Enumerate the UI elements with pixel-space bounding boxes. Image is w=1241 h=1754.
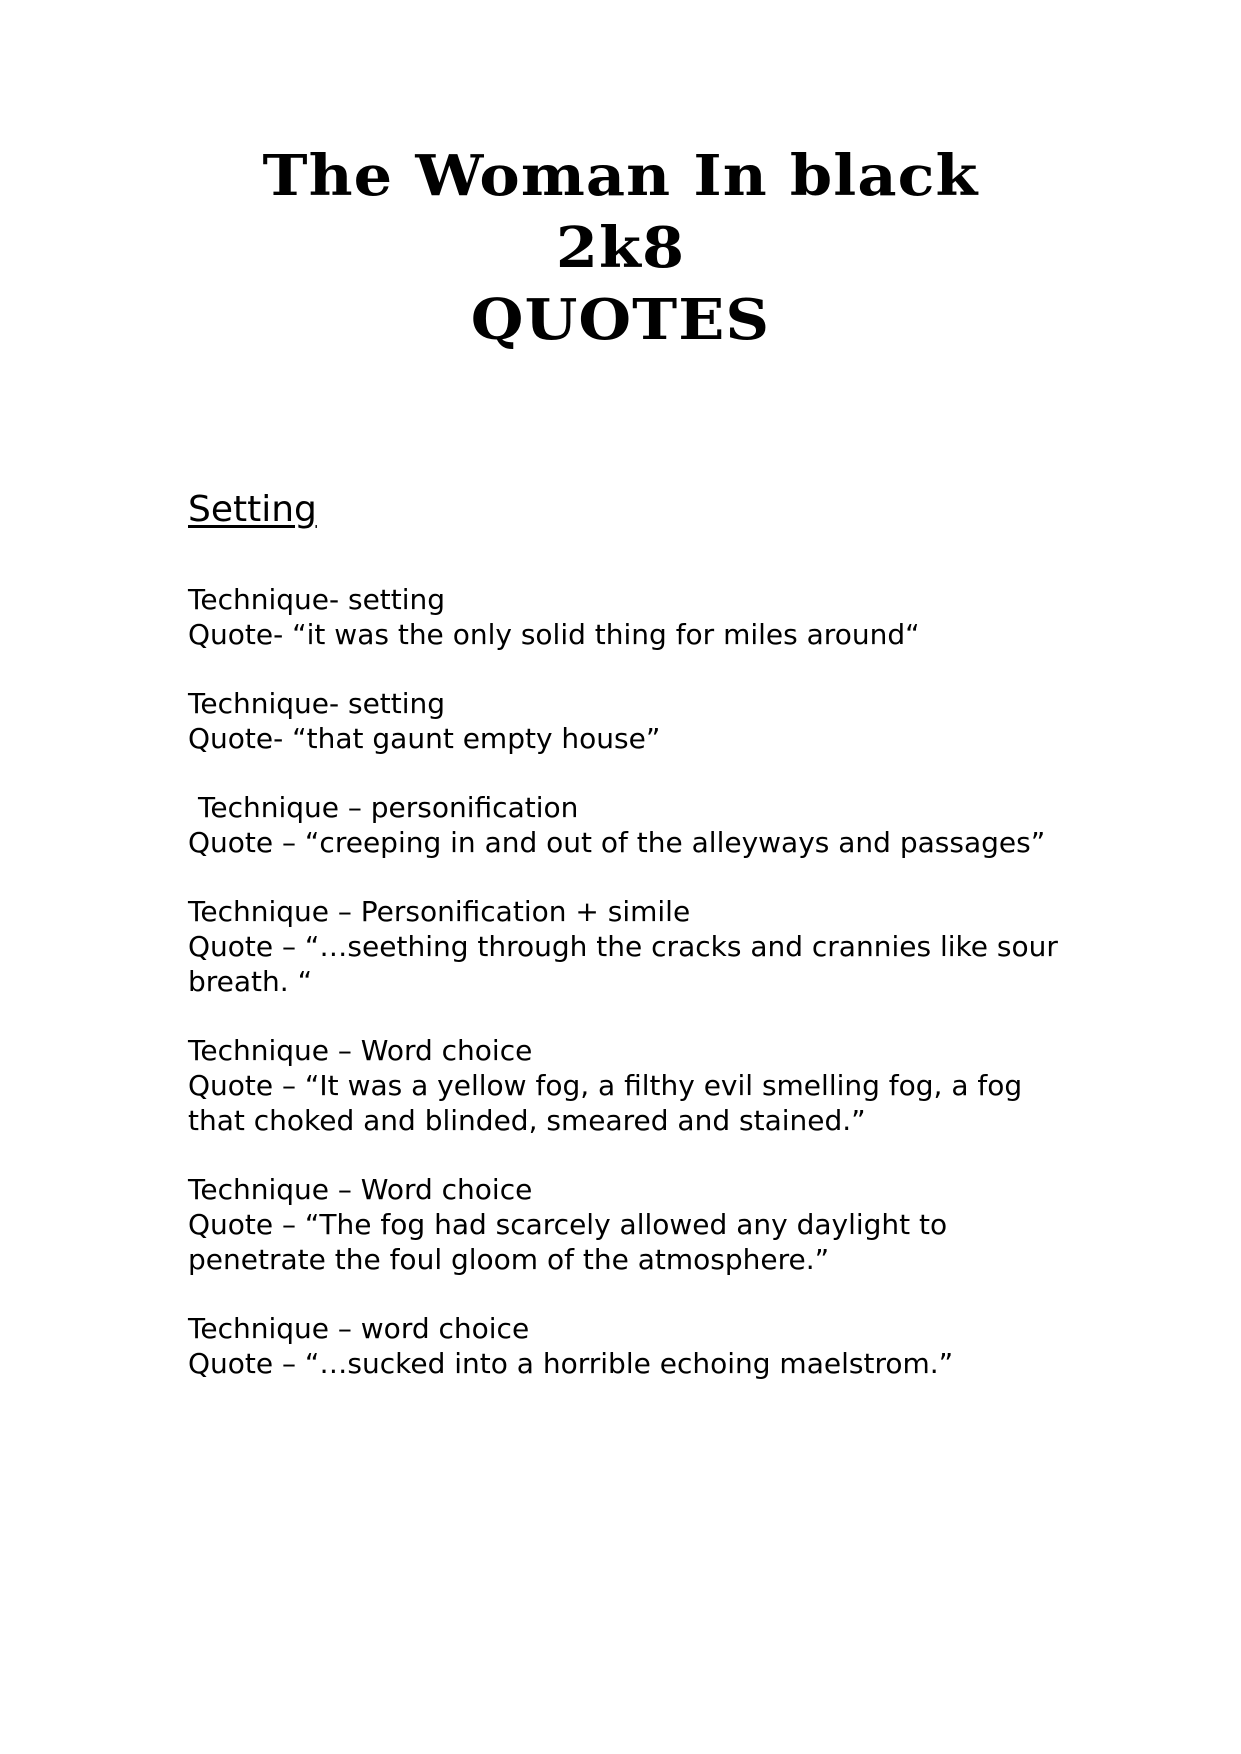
quote-text: Quote- “that gaunt empty house”	[188, 722, 661, 755]
quote-text: Quote – “It was a yellow fog, a filthy evil smelling fog, a fog that choked and blinded, smeared and stained.”	[188, 1069, 1023, 1137]
title-line-3: QUOTES	[470, 287, 771, 353]
technique-label: Technique- setting	[188, 583, 446, 616]
quote-text: Quote- “it was the only solid thing for miles around“	[188, 618, 920, 651]
quote-entry	[188, 1033, 1068, 1138]
title-line-2: 2k8	[555, 215, 686, 281]
technique-label: Technique- setting	[188, 687, 446, 720]
quote-entry	[188, 894, 1068, 999]
quote-entry	[188, 582, 1068, 652]
technique-label: Technique – word choice	[188, 1312, 530, 1345]
quote-entry	[188, 1311, 1068, 1381]
quote-text: Quote – “…sucked into a horrible echoing maelstrom.”	[188, 1347, 954, 1380]
quote-entry	[188, 1172, 1068, 1277]
technique-label: Technique – Personification + simile	[188, 895, 691, 928]
technique-label: Technique – personification	[198, 791, 579, 824]
document-body	[188, 488, 1068, 1415]
technique-label: Technique – Word choice	[188, 1173, 533, 1206]
technique-label: Technique – Word choice	[188, 1034, 533, 1067]
quote-entry	[188, 790, 1068, 860]
quote-text: Quote – “…seething through the cracks and crannies like sour breath. “	[188, 930, 1058, 998]
title-line-1: The Woman In black	[262, 143, 979, 209]
section-heading-setting: Setting	[188, 489, 317, 530]
quote-text: Quote – “The fog had scarcely allowed any daylight to penetrate the foul gloom of the atmosphere.”	[188, 1208, 948, 1276]
quote-entry	[188, 686, 1068, 756]
document-title	[0, 140, 1241, 356]
quote-text: Quote – “creeping in and out of the alleyways and passages”	[188, 826, 1046, 859]
